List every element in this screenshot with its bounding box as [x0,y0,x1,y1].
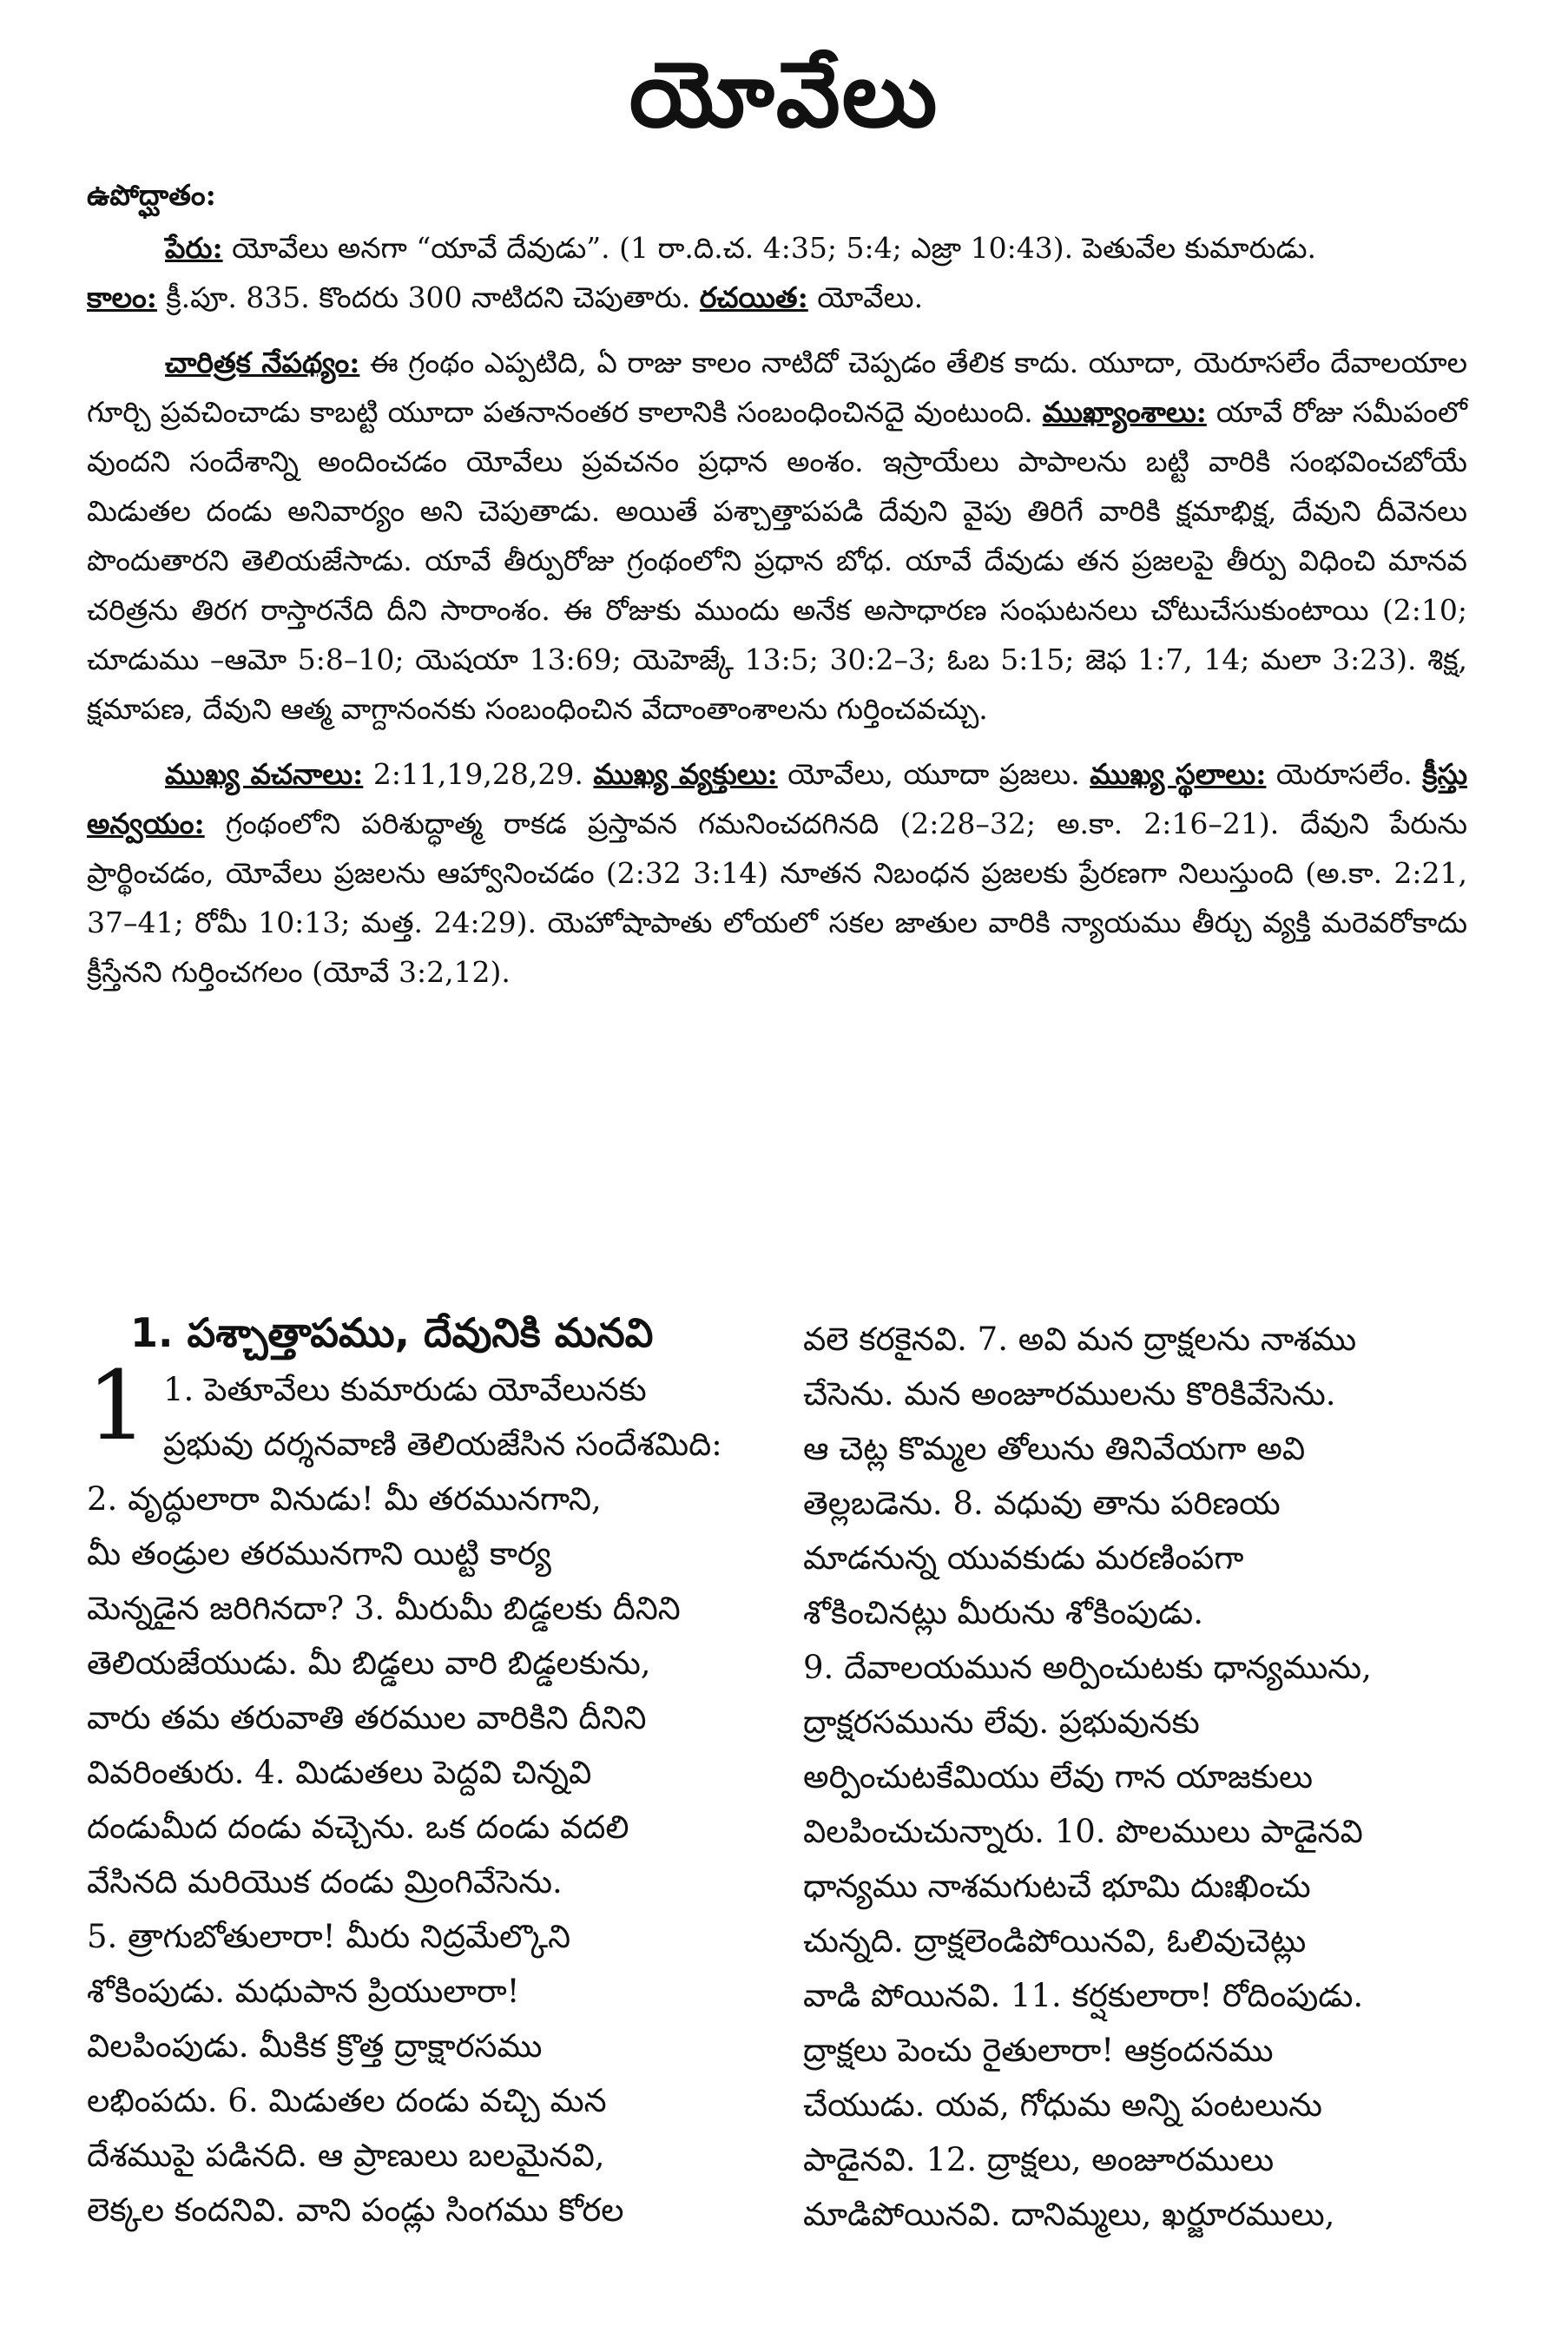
verse-line: విలపింపుడు. మీకిక క్రొత్త ద్రాక్షారసము [87,2027,543,2065]
verse-line: వారు తమ తరువాతి తరముల వారికిని దీనిని [87,1699,647,1736]
author-text: యోవేలు. [807,280,924,314]
verse-line: లభింపదు. 6. మిడుతల దండు వచ్చి మన [87,2082,607,2119]
verse-line: మాడనున్న యువకుడు మరణింపగా [803,1539,1244,1577]
left-column [87,1307,751,2237]
christ-application-text: గ్రంథంలోని పరిశుద్ధాత్మ రాకడ ప్రస్తావన గమనించదగినది (2:28–32; అ.కా. 2:16–21). దేవుని పేరును ప్రార్థించడం, యోవేలు ప్రజలను ఆహ్వానించడం (2:32 3:14) నూతన నిబంధన ప్రజలకు ప్రేరణగా నిలుస్తుంది (అ.కా. 2:21, 37–41; రోమీ 10:13; మత్త. 24:29). యెహోషాపాతు లోయలో సకల జాతుల వారికి న్యాయము తీర్చు వ్యక్తి మరెవరోకాదు క్రీస్తేనని గుర్తించగలం (యోవే 3:2,12). [87,807,1467,989]
themes-label: ముఖ్యాంశాలు: [1042,395,1207,429]
name-text: యోవేలు అనగా “యావే దేవుడు”. (1 రా.ది.చ. 4:35; 5:4; ఎజ్రా 10:43). పెతువేల కుమారుడు. [222,231,1316,265]
verse-line: అర్పించుటకేమియు లేవు గాన యాజకులు [803,1758,1314,1795]
page-title: యోవేలు [629,42,939,148]
background-text: ఈ గ్రంథం ఎప్పటిది, ఏ రాజు కాలం నాటిదో చెప్పడం తేలిక కాదు. యూదా, యెరూసలేం దేవాలయాల గూర్చి ప్రవచించాడు కాబట్టి యూదా పతనానంతర కాలానికి సంబంధించినదై వుంటుంది. [87,346,1467,429]
key-people-text: యోవేలు, యూదా ప్రజలు. [777,757,1090,791]
chapter-heading: 1. పశ్చాత్తాపము, దేవునికి మనవి [130,1309,654,1356]
christ-application-label: క్రీస్తు అన్వయం: [87,757,1468,840]
verse-line: ద్రాక్షలు పెంచు రైతులారా! ఆక్రందనము [803,2032,1274,2069]
time-label: కాలం: [87,280,157,314]
introduction-section [87,170,1467,1012]
verse-line: 5. త్రాగుబోతులారా! మీరు నిద్రమేల్కొని [87,1918,571,1955]
verse-line: మీ తండ్రుల తరమునగాని యిట్టి కార్య [87,1535,551,1572]
verse-line: వేసినది మరియొక దండు మ్రింగివేసెను. [87,1863,563,1901]
verse-line: ధాన్యము నాశమగుటచే భూమి దుఃఖించు [803,1868,1311,1905]
verse-line: మెన్నడైన జరిగినదా? 3. మీరుమీ బిడ్డలకు దీనిని [87,1590,681,1627]
verse-line: దేశముపై పడినది. ఆ ప్రాణులు బలమైనవి, [87,2137,605,2174]
verse-line: 1. పెతూవేలు కుమారుడు యోవేలునకు [163,1371,647,1408]
verse-line: వలె కరకైనవి. 7. అవి మన ద్రాక్షలను నాశము [803,1321,1357,1358]
chapter-number: 1 [87,1350,148,1461]
name-paragraph [87,223,1467,322]
verse-line: ఆ చెట్ల కొమ్మల తోలును తినివేయగా అవి [803,1430,1306,1467]
verse-line: 9. దేవాలయమున అర్పించుటకు ధాన్యమును, [803,1649,1372,1686]
verse-line: చేసెను. మన అంజూరములను కొరికివేసెను. [803,1375,1336,1413]
verse-line: దండుమీద దండు వచ్చెను. ఒక దండు వదలి [87,1808,629,1846]
verse-line: చేయుడు. యవ, గోధుమ అన్ని పంటలును [803,2086,1322,2124]
left-column-text [87,1350,751,2237]
key-facts-paragraph [87,749,1467,997]
right-column [803,1312,1467,2242]
verse-line: తెల్లబడెను. 8. వధువు తాను పరిణయ [803,1485,1281,1522]
verse-line: తెలియజేయుడు. మీ బిడ్డలు వారి బిడ్డలకును, [87,1644,651,1682]
verse-line: వాడి పోయినవి. 11. కర్షకులారా! రోదింపుడు. [803,1977,1364,2014]
verse-line: విలపించుచున్నారు. 10. పొలములు పాడైనవి [803,1813,1363,1850]
verse-line: లెక్కల కందనివి. వాని పండ్లు సింగము కోరల [87,2191,624,2229]
key-verses-label: ముఖ్య వచనాలు: [165,757,364,791]
key-places-label: ముఖ్య స్థలాలు: [1090,757,1267,791]
verse-line: శోకించినట్లు మీరును శోకింపుడు. [803,1594,1203,1631]
chapter-body [87,1307,1467,2340]
verse-line: ద్రాక్షరసమును లేవు. ప్రభువునకు [803,1703,1200,1741]
verse-line: వివరింతురు. 4. మిడుతలు పెద్దవి చిన్నవి [87,1754,592,1791]
verse-line: 2. వృద్ధులారా వినుడు! మీ తరమునగాని, [87,1480,602,1518]
key-verses-text: 2:11,19,28,29. [363,757,594,791]
time-text: క్రీ.పూ. 835. కొందరు 300 నాటిదని చెపుతారు. [156,280,700,314]
key-places-text: యెరూసలేం. [1266,757,1423,791]
name-label: పేరు: [165,231,223,265]
background-paragraph [87,338,1467,734]
author-label: రచయిత: [699,280,808,314]
themes-text: యావే రోజు సమీపంలో వుందని సందేశాన్ని అందించడం యోవేలు ప్రవచనం ప్రధాన అంశం. ఇస్రాయేలు పాపాలను బట్టి వారికి సంభవించబోయే మిడుతల దండు అనివార్యం అని చెపుతాడు. అయితే పశ్చాత్తాపపడి దేవుని వైపు తిరిగే వారికి క్షమాభిక్ష, దేవుని దీవెనలు పొందుతారని తెలియజేసాడు. యావే తీర్పురోజు గ్రంథంలోని ప్రధాన బోధ. యావే దేవుడు తన ప్రజలపై తీర్పు విధించి మానవ చరిత్రను తిరగ రాస్తారనేది దీని సారాంశం. ఈ రోజుకు ముందు అనేక అసాధారణ సంఘటనలు చోటుచేసుకుంటాయి (2:10; చూడుము –ఆమో 5:8–10; యెషయా 13:69; యెహెజ్కే 13:5; 30:2–3; ఓబ 5:15; జెఫ 1:7, 14; మలా 3:23). శిక్ష, క్షమాపణ, దేవుని ఆత్మ వాగ్దానంనకు సంబంధించిన వేదాంతాంశాలను గుర్తించవచ్చు. [87,395,1467,726]
verse-line: శోకింపుడు. మధుపాన ప్రియులారా! [87,1973,520,2010]
verse-line: మాడిపోయినవి. దానిమ్మలు, ఖర్జూరములు, [803,2196,1335,2233]
verse-line: చున్నది. ద్రాక్షలెండిపోయినవి, ఓలివుచెట్లు [803,1922,1307,1960]
key-people-label: ముఖ్య వ్యక్తులు: [593,757,778,791]
background-label: చారిత్రక నేపథ్యం: [165,346,360,379]
introduction-heading: ఉపోద్ఘాతం: [87,178,216,212]
verse-line: ప్రభువు దర్శనవాణి తెలియజేసిన సందేశమిది: [163,1426,722,1463]
verse-line: పాడైనవి. 12. ద్రాక్షలు, అంజూరములు [803,2141,1275,2178]
right-column-text [803,1312,1467,2242]
